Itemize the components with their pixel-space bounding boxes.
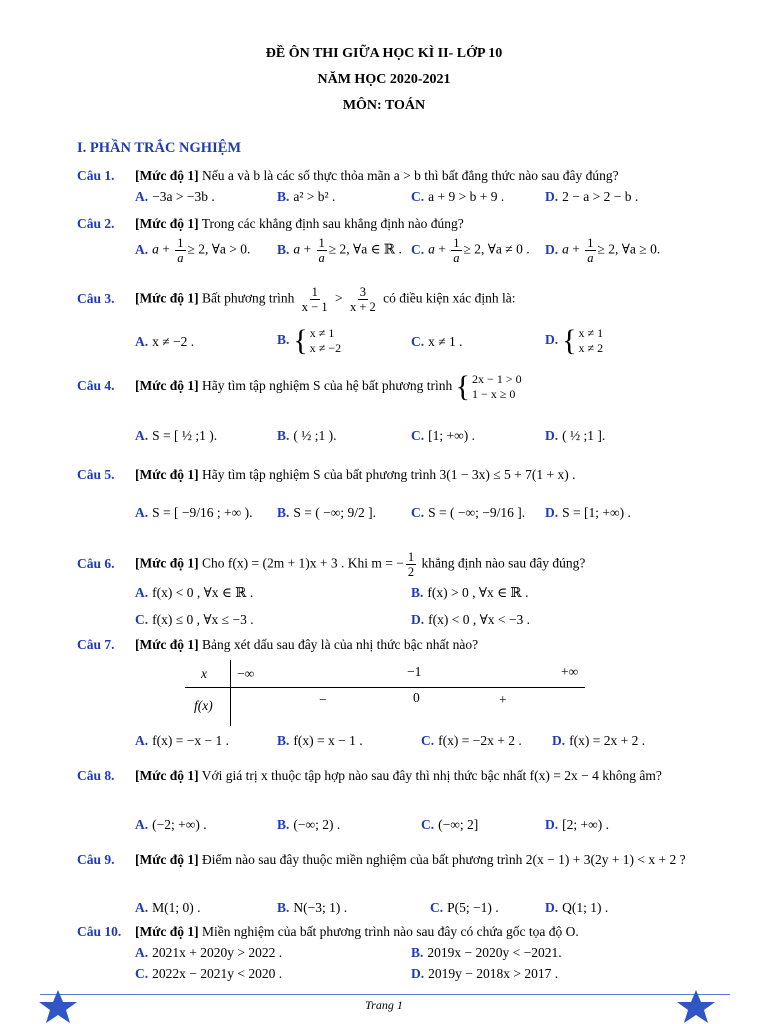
question-number: Câu 9. (77, 852, 115, 867)
question-text: Trong các khẳng định sau khẳng định nào đúng? (201, 216, 464, 231)
option-b: B. ( ½ ;1 ). (277, 428, 337, 443)
option-a: A. a + $\frac{1}{a}$ ≥ 2, ∀a > 0. (135, 236, 251, 265)
footer-divider (40, 994, 730, 995)
option-b: B. a + $\frac{1}{a}$ ≥ 2, ∀a ∈ ℝ . (277, 236, 402, 265)
question-text: Nếu a và b là các số thực thỏa mãn a > b thì bất đẳng thức nào sau đây đúng? (201, 168, 619, 183)
option-b: B. 2019x − 2020y < −2021. (411, 945, 562, 960)
question-text: Điểm nào sau đây thuộc miền nghiệm của bất phương trình 2(x − 1) + 3(2y + 1) < x + 2 ? (201, 852, 686, 867)
option-d: D. 2019y − 2018x > 2017 . (411, 966, 559, 981)
question-10 (77, 924, 579, 940)
question-9 (77, 852, 686, 868)
question-level: [Mức độ 1] (135, 555, 199, 571)
table-cell: 0 (413, 690, 420, 705)
question-8 (77, 768, 662, 784)
table-cell: −∞ (237, 666, 255, 681)
option-b: B. a² > b² . (277, 189, 336, 204)
option-a: A. (−2; +∞) . (135, 817, 207, 832)
subject: MÔN: TOÁN (342, 98, 426, 113)
exam-title: ĐỀ ÔN THI GIỮA HỌC KÌ II- LỚP 10 (265, 46, 503, 61)
question-text: Bảng xét dấu sau đây là của nhị thức bậc nhất nào? (201, 637, 479, 652)
question-level: [Mức độ 1] (135, 467, 199, 482)
table-cell: +∞ (561, 664, 579, 679)
option-d: D. f(x) < 0 , ∀x < −3 . (411, 612, 530, 627)
question-number: Câu 6. (77, 555, 115, 571)
question-level: [Mức độ 1] (135, 168, 199, 183)
option-b: B. N(−3; 1) . (277, 900, 348, 915)
question-level: [Mức độ 1] (135, 290, 199, 306)
table-cell: + (499, 692, 507, 707)
option-c: C. (−∞; 2] (421, 817, 479, 832)
option-b: B. { x ≠ 1 x ≠ −2 (277, 324, 342, 357)
option-d: D. [2; +∞) . (545, 817, 609, 832)
option-b: B. (−∞; 2) . (277, 817, 341, 832)
table-divider (185, 687, 585, 688)
option-a: A. 2021x + 2020y > 2022 . (135, 945, 283, 960)
option-d: D. 2 − a > 2 − b . (545, 189, 639, 204)
question-level: [Mức độ 1] (135, 768, 199, 783)
option-c: C. x ≠ 1 . (411, 334, 463, 349)
star-icon (676, 990, 716, 1024)
question-2 (77, 216, 464, 232)
question-number: Câu 3. (77, 290, 115, 306)
option-c: C. 2022x − 2021y < 2020 . (135, 966, 283, 981)
table-cell: f(x) (194, 698, 213, 713)
question-text: Hãy tìm tập nghiệm S của hệ bất phương trình (201, 378, 453, 394)
question-text: Miền nghiệm của bất phương trình nào sau đây có chứa gốc tọa độ O. (201, 924, 579, 939)
sign-table (185, 660, 585, 726)
option-c: C. S = ( −∞; −9/16 ]. (411, 505, 526, 520)
option-d: D. Q(1; 1) . (545, 900, 609, 915)
page-number: Trang 1 (365, 998, 403, 1012)
question-number: Câu 7. (77, 637, 115, 652)
option-a: A. M(1; 0) . (135, 900, 201, 915)
question-7 (77, 637, 478, 653)
option-c: C. P(5; −1) . (430, 900, 499, 915)
question-number: Câu 5. (77, 467, 115, 482)
question-number: Câu 1. (77, 168, 115, 183)
option-d: D. a + $\frac{1}{a}$ ≥ 2, ∀a ≥ 0. (545, 236, 661, 265)
question-1 (77, 168, 619, 184)
question-3: Câu 3. [Mức độ 1] Bất phương trình $\frac{1}{x - 1}$ > $\frac{3}{x + 2}$ có điều kiện xác định là: (77, 285, 516, 314)
question-level: [Mức độ 1] (135, 378, 199, 394)
question-5 (77, 467, 576, 483)
question-6: Câu 6. [Mức độ 1] Cho f(x) = (2m + 1)x + 3 . Khi m = − $\frac{1}{2}$ khẳng định nào sau đây đúng? (77, 550, 586, 579)
question-number: Câu 4. (77, 378, 115, 394)
option-c: C. a + 9 > b + 9 . (411, 189, 505, 204)
option-b: B. f(x) = x − 1 . (277, 733, 363, 748)
table-cell: x (201, 666, 207, 681)
table-cell: − (319, 692, 327, 707)
option-d: D. { x ≠ 1 x ≠ 2 (545, 324, 604, 357)
question-number: Câu 10. (77, 924, 122, 939)
option-a: A. −3a > −3b . (135, 189, 215, 204)
option-c: C. f(x) ≤ 0 , ∀x ≤ −3 . (135, 612, 254, 627)
question-4: Câu 4. [Mức độ 1] Hãy tìm tập nghiệm S của hệ bất phương trình { 2x − 1 > 0 1 − x ≥ 0 (77, 370, 522, 403)
option-d: D. ( ½ ;1 ]. (545, 428, 606, 443)
option-a: A. f(x) < 0 , ∀x ∈ ℝ . (135, 585, 254, 600)
option-c: C. [1; +∞) . (411, 428, 475, 443)
option-b: B. S = ( −∞; 9/2 ]. (277, 505, 376, 520)
option-a: A. S = [ −9/16 ; +∞ ). (135, 505, 253, 520)
question-number: Câu 2. (77, 216, 115, 231)
question-level: [Mức độ 1] (135, 852, 199, 867)
section-title: I. PHẦN TRẮC NGHIỆM (77, 140, 242, 156)
option-c: C. a + $\frac{1}{a}$ ≥ 2, ∀a ≠ 0 . (411, 236, 530, 265)
option-d: D. S = [1; +∞) . (545, 505, 631, 520)
question-text: Cho f(x) = (2m + 1)x + 3 . Khi m = − (201, 555, 404, 571)
question-level: [Mức độ 1] (135, 637, 199, 652)
option-a: A. S = [ ½ ;1 ). (135, 428, 218, 443)
option-d: D. f(x) = 2x + 2 . (552, 733, 646, 748)
table-divider (230, 660, 231, 726)
school-year: NĂM HỌC 2020-2021 (317, 72, 451, 87)
question-text: Hãy tìm tập nghiệm S của bất phương trình 3(1 − 3x) ≤ 5 + 7(1 + x) . (201, 467, 576, 482)
option-a: A. f(x) = −x − 1 . (135, 733, 229, 748)
question-text: Với giá trị x thuộc tập hợp nào sau đây thì nhị thức bậc nhất f(x) = 2x − 4 không âm? (201, 768, 662, 783)
option-a: A. x ≠ −2 . (135, 334, 195, 349)
question-text: Bất phương trình (201, 290, 295, 306)
table-cell: −1 (407, 664, 422, 679)
option-b: B. f(x) > 0 , ∀x ∈ ℝ . (411, 585, 529, 600)
question-level: [Mức độ 1] (135, 924, 199, 939)
option-c: C. f(x) = −2x + 2 . (421, 733, 522, 748)
question-level: [Mức độ 1] (135, 216, 199, 231)
question-number: Câu 8. (77, 768, 115, 783)
